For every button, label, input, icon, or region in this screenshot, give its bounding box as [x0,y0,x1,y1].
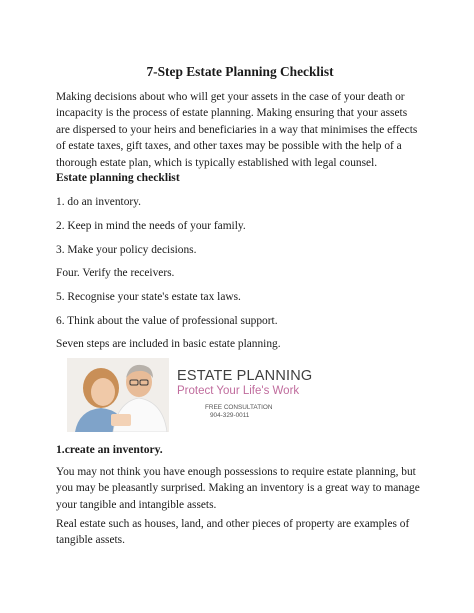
checklist-item-2: 2. Keep in mind the needs of your family. [56,220,246,232]
steps-note: Seven steps are included in basic estate planning. [56,338,281,350]
checklist-item-4: Four. Verify the receivers. [56,267,175,279]
estate-planning-banner [67,358,397,432]
section1-paragraph-2: Real estate such as houses, land, and other pieces of property are examples of tangible assets. [56,518,410,547]
banner-free-consultation: FREE CONSULTATION [205,404,273,411]
checklist-item-1: 1. do an inventory. [56,196,141,208]
banner-tagline: Protect Your Life's Work [177,385,300,397]
page-title: 7-Step Estate Planning Checklist [146,64,334,79]
section1-paragraph-1: You may not think you have enough possessions to require estate planning, but you may be pleasantly surprised. Making an inventory is a great way to manage your tangible and intangible assets. [56,466,420,511]
couple-illustration [67,358,169,432]
checklist-item-5: 5. Recognise your state's estate tax laws. [56,291,241,303]
checklist-item-3: 3. Make your policy decisions. [56,244,197,256]
banner-brand: ESTATE PLANNING [177,368,313,384]
couple-photo-image [67,358,169,432]
checklist-item-6: 6. Think about the value of professional support. [56,315,278,327]
section1-heading: 1.create an inventory. [56,443,163,456]
banner-phone: 904-329-0011 [210,412,250,419]
intro-paragraph: Making decisions about who will get your assets in the case of your death or incapacity is the process of estate planning. Making ensuring that your assets are dispersed to your heirs and beneficiaries in a way that minimises the effects of estate taxes, gift taxes, and other taxes may be possible with the help of a thorough estate plan, which is typically established with legal counsel. [56,91,418,169]
checklist-heading: Estate planning checklist [56,171,180,184]
